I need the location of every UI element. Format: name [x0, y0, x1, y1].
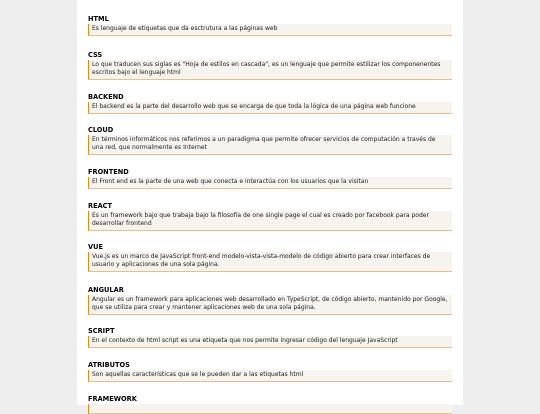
- term-title: ANGULAR: [88, 286, 124, 294]
- term-title: FRAMEWORK: [88, 395, 137, 403]
- term-definition: Lo que traducen sus siglas es "Hoja de estilos en cascada", es un lenguaje que permite estilizar los componenentes escritos bajo el lenguaje html: [88, 60, 452, 80]
- glossary-entry-angular: [88, 286, 452, 315]
- term-definition: El Front end es la parte de una web que conecta e interactúa con los usuarios que la visitan: [88, 177, 452, 189]
- glossary-entry-script: [88, 327, 452, 348]
- glossary-entry-atributos: [88, 361, 452, 382]
- term-definition: En términos informáticos nos referimos a un paradigma que permite ofrecer servicios de computación a través de una red, que normalmente es Internet: [88, 135, 452, 155]
- term-definition: Es lenguaje de etiquetas que da esctrutura a las páginas web: [88, 24, 452, 36]
- term-title: SCRIPT: [88, 327, 115, 335]
- glossary-entry-vue: [88, 243, 452, 272]
- glossary-entry-cloud: [88, 126, 452, 155]
- term-title: REACT: [88, 202, 113, 210]
- term-definition: El backend es la parte del desarrollo web que se encarga de que toda la lógica de una página web funcione: [88, 102, 452, 114]
- term-title: CSS: [88, 51, 103, 59]
- term-definition: En el contexto de html script es una etiqueta que nos permite ingresar código del lenguaje JavaScript: [88, 336, 452, 348]
- term-definition: Son aquellas características que se le pueden dar a las etiquetas html: [88, 370, 452, 382]
- term-title: FRONTEND: [88, 168, 129, 176]
- term-definition: Es un framework bajo que trabaja bajo la filosofía de one single page el cual es creado por facebook para poder desarrollar frontend: [88, 211, 452, 231]
- term-title: VUE: [88, 243, 103, 251]
- term-title: ATRIBUTOS: [88, 361, 130, 369]
- term-definition: [88, 404, 452, 414]
- page-content: [77, 0, 463, 405]
- glossary-entry-html: [88, 15, 452, 36]
- glossary-entry-frontend: [88, 168, 452, 189]
- glossary-entry-react: [88, 202, 452, 231]
- term-title: CLOUD: [88, 126, 114, 134]
- glossary-entry-css: [88, 51, 452, 80]
- term-definition: Angular es un framework para aplicaciones web desarrollado en TypeScript, de código abierto, mantenido por Google, que se utiliza para crear y mantener aplicaciones web de una sola página.: [88, 295, 452, 315]
- term-definition: Vue.js es un marco de JavaScript front-end modelo-vista-vista-modelo de código abierto para crear interfaces de usuario y aplicaciones de una sola página.: [88, 252, 452, 272]
- term-title: HTML: [88, 15, 109, 23]
- glossary-entry-backend: [88, 93, 452, 114]
- term-title: BACKEND: [88, 93, 124, 101]
